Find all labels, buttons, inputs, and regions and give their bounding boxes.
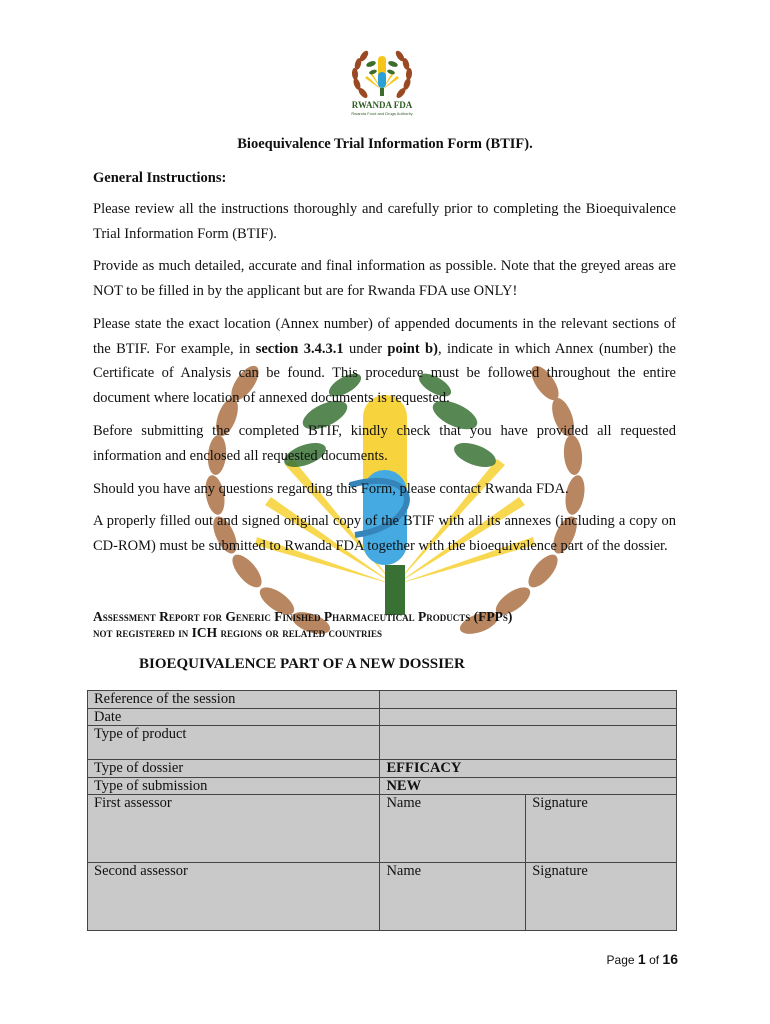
- date-label: Date: [88, 709, 380, 726]
- submission-type-value: NEW: [380, 778, 677, 795]
- product-type-label: Type of product: [88, 726, 380, 760]
- submission-type-label: Type of submission: [88, 778, 380, 795]
- instruction-paragraph-5: Should you have any questions regarding this Form, please contact Rwanda FDA.: [93, 481, 569, 497]
- general-instructions-heading: General Instructions:: [93, 170, 227, 186]
- dossier-type-label: Type of dossier: [88, 760, 380, 778]
- document-title: Bioequivalence Trial Information Form (BTIF).: [237, 136, 533, 152]
- reference-label: Reference of the session: [88, 691, 380, 709]
- svg-text:RWANDA FDA: RWANDA FDA: [351, 100, 413, 110]
- section-subtitle: BIOEQUIVALENCE PART OF A NEW DOSSIER: [139, 656, 465, 672]
- first-assessor-name: Name: [380, 795, 526, 863]
- dossier-type-value: EFFICACY: [380, 760, 677, 778]
- first-assessor-signature: Signature: [526, 795, 677, 863]
- second-assessor-name: Name: [380, 863, 526, 931]
- report-heading-line-1: Assessment Report for Generic Finished Pharmaceutical Products (FPPs): [93, 609, 513, 624]
- rwanda-fda-logo: [343, 44, 421, 118]
- reference-value: [380, 691, 677, 709]
- instruction-paragraph-1: Please review all the instructions thoroughly and carefully prior to completing the Bioequivalence Trial Information Form (BTIF).: [93, 201, 676, 242]
- page-number: Page 1 of 16: [606, 951, 678, 967]
- instruction-paragraph-6: A properly filled out and signed original copy of the BTIF with all its annexes (including a copy on CD-ROM) must be submitted to Rwanda FDA together with the bioequivalence part of the dossier.: [93, 513, 676, 554]
- first-assessor-label: First assessor: [88, 795, 380, 863]
- second-assessor-signature: Signature: [526, 863, 677, 931]
- instruction-paragraph-4: Before submitting the completed BTIF, kindly check that you have provided all requested information and enclosed all requested documents.: [93, 423, 676, 464]
- date-value: [380, 709, 677, 726]
- instruction-paragraph-2: Provide as much detailed, accurate and final information as possible. Note that the greyed areas are NOT to be filled in by the applicant but are for Rwanda FDA use ONLY!: [93, 258, 676, 299]
- svg-text:Rwanda Food and Drugs Authorit: Rwanda Food and Drugs Authority: [351, 111, 413, 116]
- product-type-value: [380, 726, 677, 760]
- report-heading-line-2: not registered in ICH regions or related countries: [93, 625, 383, 640]
- assessment-info-table: [87, 690, 677, 931]
- second-assessor-label: Second assessor: [88, 863, 380, 931]
- instruction-paragraph-3: Please state the exact location (Annex number) of appended documents in the relevant sections of the BTIF. For example, in section 3.4.3.1 under point b), indicate in which Annex (number) the Certificate of Analysis can be found. This procedure must be followed throughout the entire document where location of annexed documents is requested.: [93, 316, 676, 406]
